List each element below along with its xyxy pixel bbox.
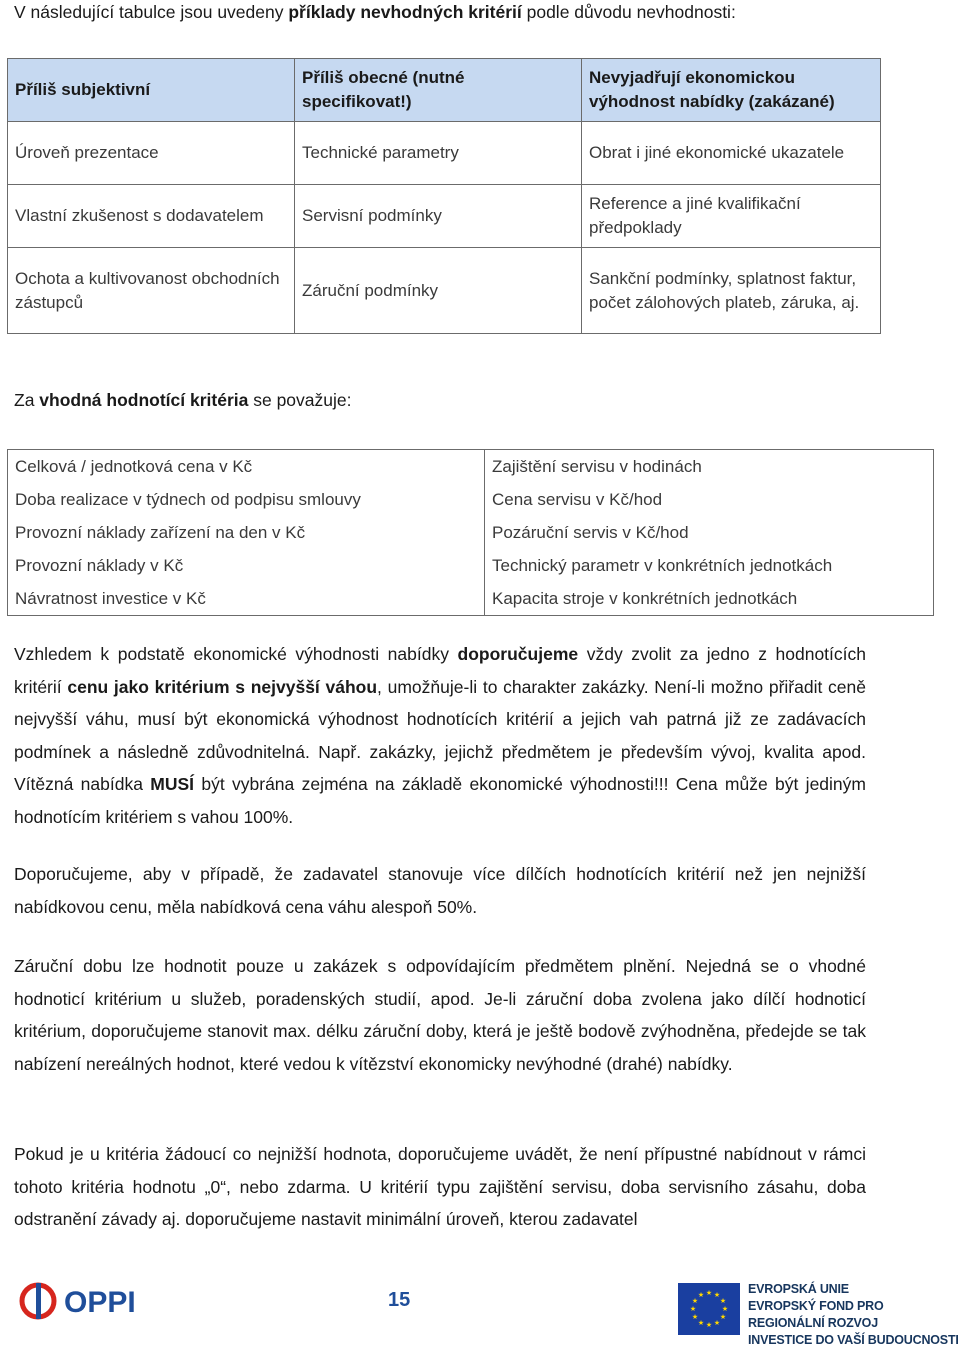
table-row: [8, 516, 934, 549]
oppi-logo: [18, 1277, 168, 1325]
table-cell: Kapacita stroje v konkrétních jednotkách: [485, 582, 934, 616]
table-cell: Reference a jiné kvalifikační předpoklady: [582, 185, 881, 248]
suitable-criteria-heading: Za vhodná hodnotící kritéria se považuje:: [14, 390, 352, 410]
table-cell: Sankční podmínky, splatnost faktur, počet zálohových plateb, záruka, aj.: [582, 248, 881, 334]
table-cell: Provozní náklady zařízení na den v Kč: [8, 516, 485, 549]
svg-text:★: ★: [697, 1319, 705, 1327]
table-cell: Pozáruční servis v Kč/hod: [485, 516, 934, 549]
table-cell: Vlastní zkušenost s dodavatelem: [8, 185, 295, 248]
table-row: [8, 248, 881, 334]
intro-text: V následující tabulce jsou uvedeny příklady nevhodných kritérií podle důvodu nevhodnosti:: [14, 2, 736, 22]
svg-text:★: ★: [691, 1297, 699, 1305]
table-cell: Provozní náklady v Kč: [8, 549, 485, 582]
svg-text:★: ★: [697, 1291, 705, 1299]
unsuitable-criteria-table: [7, 58, 881, 334]
svg-text:★: ★: [713, 1319, 721, 1327]
svg-text:★: ★: [689, 1305, 697, 1313]
table-row: [8, 582, 934, 616]
page-number: 15: [388, 1289, 411, 1311]
svg-text:★: ★: [691, 1313, 699, 1321]
table-header-cell: Nevyjadřují ekonomickou výhodnost nabídky (zakázané): [582, 59, 881, 122]
table-cell: Celková / jednotková cena v Kč: [8, 450, 485, 484]
suitable-criteria-table: [7, 449, 934, 616]
table-cell: Technické parametry: [295, 122, 582, 185]
paragraph-recommendation: Doporučujeme, aby v případě, že zadavatel stanovuje více dílčích hodnotících kritérií než jen nejnižší nabídkovou cenu, měla nabídková cena váhu alespoň 50%.: [14, 864, 866, 917]
table-header-cell: Příliš obecné (nutné specifikovat!): [295, 59, 582, 122]
table-row: [8, 549, 934, 582]
table-header-row: [8, 59, 881, 122]
paragraph-price-weight: Vzhledem k podstatě ekonomické výhodnosti nabídky doporučujeme vždy zvolit za jedno z hodnotících kritérií cenu jako kritérium s nejvyšší váhou, umožňuje-li to charakter zakázky. Není-li možno přiřadit ceně nejvyšší váhu, musí být ekonomická výhodnost hodnotících kritérií a jejich vah patrná již ze zadávacích podmínek a následně zdůvodnitelná. Např. zakázky, jejichž předmětem je především vývoj, kvalita apod. Vítězná nabídka MUSÍ být vybrána zejména na základě ekonomické výhodnosti!!! Cena může být jediným hodnotícím kritériem s vahou 100%.: [14, 644, 867, 827]
table-cell: Servisní podmínky: [295, 185, 582, 248]
eu-line: EVROPSKÁ UNIE: [748, 1282, 849, 1296]
table-cell: Zajištění servisu v hodinách: [485, 450, 934, 484]
table-cell: Doba realizace v týdnech od podpisu smlouvy: [8, 483, 485, 516]
table-row: [8, 450, 934, 484]
table-cell: Ochota a kultivovanost obchodních zástupců: [8, 248, 295, 334]
table-cell: Technický parametr v konkrétních jednotkách: [485, 549, 934, 582]
eu-line: INVESTICE DO VAŠÍ BUDOUCNOSTI: [748, 1333, 959, 1347]
paragraph-lowest-value: Pokud je u kritéria žádoucí co nejnižší hodnota, doporučujeme uvádět, že není přípustné nabídnout v rámci tohoto kritéria hodnotu „0“, nebo zdarma. U kritérií typu zajištění servisu, doba servisního zásahu, doba odstranění závady aj. doporučujeme nastavit minimální úroveň, kterou zadavatel: [14, 1144, 866, 1229]
eu-flag-icon: [678, 1283, 740, 1335]
oppi-logo-text: OPPI: [64, 1286, 136, 1319]
table-cell: Záruční podmínky: [295, 248, 582, 334]
table-header-cell: Příliš subjektivní: [8, 59, 295, 122]
table-cell: Obrat i jiné ekonomické ukazatele: [582, 122, 881, 185]
table-row: [8, 122, 881, 185]
paragraph-warranty: Záruční dobu lze hodnotit pouze u zakázek s odpovídajícím předmětem plnění. Nejedná se o vhodné hodnoticí kritérium u služeb, poradenských studií, apod. Je-li záruční doba zvolena jako dílčí hodnoticí kritérium, doporučujeme stanovit max. délku záruční doby, která je ještě bodově zvýhodněna, předejde se tak nabízení nereálných hodnot, které vedou k vítězství ekonomicky nevýhodné (drahé) nabídky.: [14, 956, 866, 1074]
svg-text:★: ★: [705, 1321, 713, 1329]
table-cell: Návratnost investice v Kč: [8, 582, 485, 616]
eu-line: EVROPSKÝ FOND PRO REGIONÁLNÍ ROZVOJ: [748, 1299, 884, 1330]
svg-text:★: ★: [719, 1313, 727, 1321]
svg-text:★: ★: [713, 1291, 721, 1299]
table-row: [8, 483, 934, 516]
table-row: [8, 185, 881, 248]
svg-text:★: ★: [719, 1297, 727, 1305]
svg-text:★: ★: [721, 1305, 729, 1313]
table-cell: Úroveň prezentace: [8, 122, 295, 185]
table-cell: Cena servisu v Kč/hod: [485, 483, 934, 516]
svg-text:★: ★: [705, 1289, 713, 1297]
